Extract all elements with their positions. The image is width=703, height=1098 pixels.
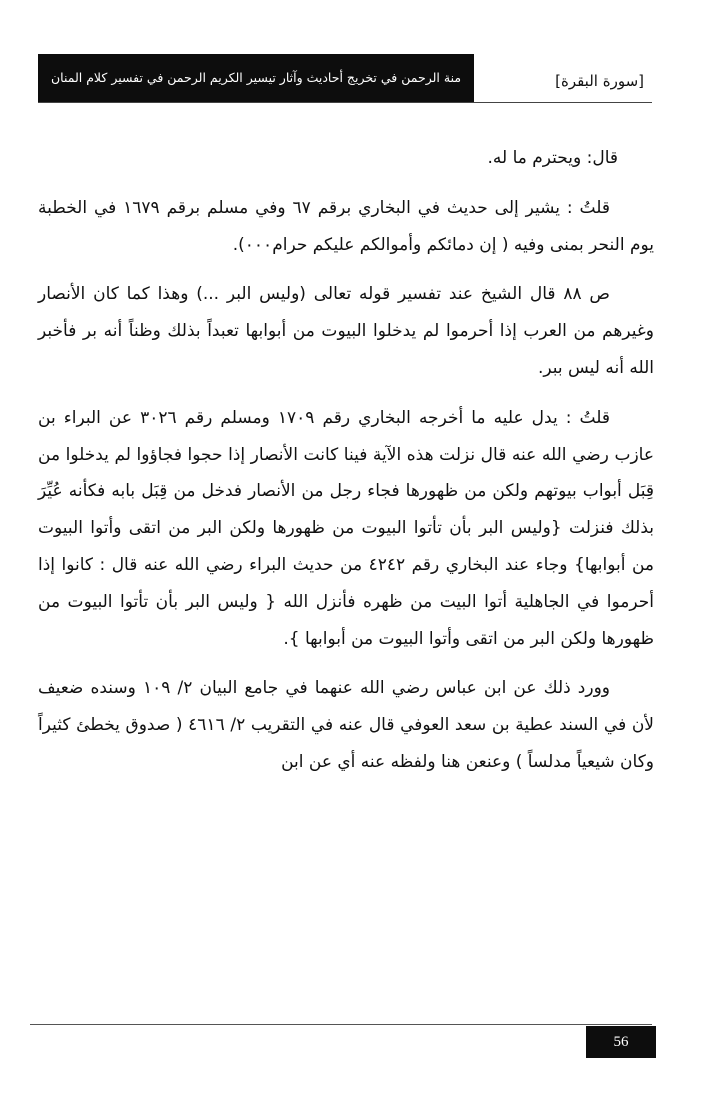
page-number: 56	[586, 1026, 656, 1058]
paragraph-1: قال: ويحترم ما له.	[487, 148, 618, 168]
paragraph-5: وورد ذلك عن ابن عباس رضي الله عنهما في جامع البيان ٢/ ١٠٩ وسنده ضعيف لأن في السند عطية بن سعد العوفي قال عنه في التقريب ٢/ ٤٦١٦ ( صدوق يخطئ كثيراً وكان شيعياً مدلساً ) وعنعن هنا ولفظه عنه أي عن ابن	[38, 678, 655, 772]
page-body	[38, 140, 654, 794]
paragraph-4: قلتُ : يدل عليه ما أخرجه البخاري رقم ١٧٠٩ ومسلم رقم ٣٠٢٦ عن البراء بن عازب رضي الله عنه قال نزلت هذه الآية فينا كانت الأنصار إذا حجوا فجاؤوا لم يدخلوا من قِبَل أبواب بيوتهم ولكن من ظهورها فجاء رجل من الأنصار فدخل من قِبَل بابه فكأنه عُيِّرَ بذلك فنزلت {وليس البر بأن تأتوا البيوت من ظهورها ولكن البر من اتقى وأتوا البيوت من أبوابها} وجاء عند البخاري رقم ٤٢٤٢ من حديث البراء رضي الله عنه قال : كانوا إذا أحرموا في الجاهلية أتوا البيت من ظهره فأنزل الله { وليس البر بأن تأتوا البيوت من ظهورها ولكن البر من اتقى وأتوا البيوت من أبوابها }.	[38, 407, 654, 649]
book-title-banner: منة الرحمن في تخريج أحاديث وآثار تيسير الكريم الرحمن في تفسير كلام المنان	[38, 54, 474, 102]
surah-name: [سورة البقرة]	[555, 72, 644, 90]
paragraph-2: قلتُ : يشير إلى حديث في البخاري برقم ٦٧ وفي مسلم برقم ١٦٧٩ في الخطبة يوم النحر بمنى وفيه ( إن دمائكم وأموالكم عليكم حرام٠٠٠).	[38, 197, 654, 255]
header-divider	[38, 102, 652, 103]
paragraph-3: ص ٨٨ قال الشيخ عند تفسير قوله تعالى (وليس البر ...) وهذا كما كان الأنصار وغيرهم من العرب إذا أحرموا لم يدخلوا البيوت من أبوابها تعبداً بذلك وظناً أنه بر فأخبر الله أنه ليس ببر.	[38, 284, 654, 378]
page-header	[38, 54, 652, 104]
footer-divider	[30, 1024, 652, 1025]
